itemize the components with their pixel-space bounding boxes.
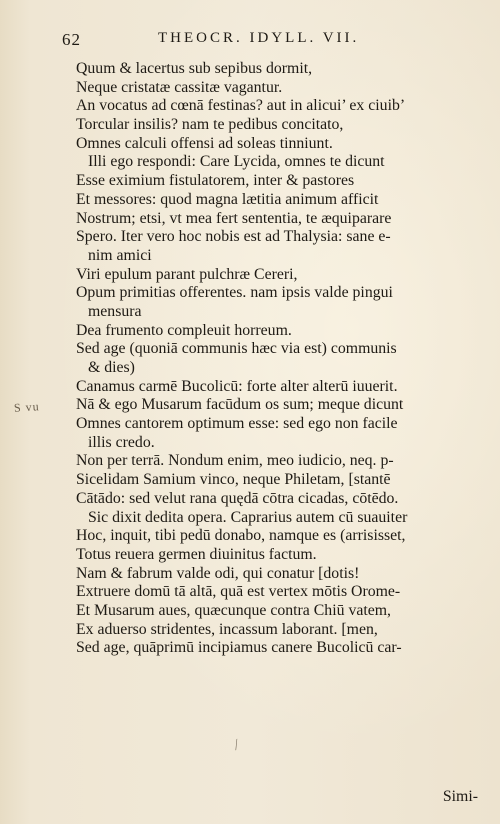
text-line: illis credo.: [88, 433, 155, 451]
text-line: Esse eximium fistulatorem, inter & pastores: [76, 172, 355, 190]
running-title: THEOCR. IDYLL. VII.: [158, 30, 360, 46]
text-line: Quum & lacertus sub sepibus dormit,: [76, 60, 313, 77]
text-line: Cātādo: sed velut rana quędā cōtra cicadas, cōtēdo.: [76, 489, 399, 507]
text-line: An vocatus ad cœnā festinas? aut in alicui’ ex ciuib’: [76, 97, 406, 115]
page-number: 62: [62, 30, 81, 49]
text-line: Non per terrā. Nondum enim, meo iudicio, neq. p-: [76, 452, 394, 470]
text-line: Extruere domū tā altā, quā est vertex mōtis Orome-: [76, 583, 401, 601]
ink-mark: ∕: [232, 738, 242, 753]
text-line: Et Musarum aues, quæcunque contra Chiū vatem,: [76, 601, 391, 619]
text-line: Torcular insilis? nam te pedibus concitato,: [76, 116, 344, 134]
text-line: Sed age (quoniā communis hæc via est) communis: [76, 340, 397, 358]
text-line: Totus reuera germen diuinitus factum.: [76, 545, 317, 563]
page-header: [62, 30, 442, 52]
text-line: Et messores: quod magna lætitia animum afficit: [76, 190, 379, 208]
text-line: Nostrum; etsi, vt mea fert sententia, te æquiparare: [76, 209, 392, 227]
text-line: Dea frumento compleuit horreum.: [76, 321, 292, 339]
text-line: Neque cristatæ cassitæ vagantur.: [76, 78, 283, 96]
text-line: nim amici: [88, 246, 152, 264]
text-line: Canamus carmē Bucolicū: forte alter alterū iuuerit.: [76, 377, 398, 395]
text-line: Nam & fabrum valde odi, qui conatur [dotis!: [76, 564, 360, 582]
margin-annotation: S vu: [13, 399, 41, 415]
text-line: Omnes cantorem optimum esse: sed ego non facile: [76, 415, 398, 433]
text-line: Opum primitias offerentes. nam ipsis valde pingui: [76, 284, 393, 302]
text-line: Illi ego respondi: Care Lycida, omnes te dicunt: [88, 153, 385, 171]
text-line: Spero. Iter vero hoc nobis est ad Thalysia: sane e-: [76, 228, 391, 246]
text-line: Nā & ego Musarum facūdum os sum; meque dicunt: [76, 396, 404, 414]
text-line: mensura: [88, 302, 142, 320]
text-line: Hoc, inquit, tibi pedū donabo, namque es (arrisisset,: [76, 527, 406, 545]
catchword: Simi-: [442, 788, 478, 805]
text-line: Omnes calculi offensi ad soleas tinniunt.: [76, 134, 333, 152]
text-block: [62, 60, 480, 658]
text-line: Sicelidam Samium vinco, neque Philetam, [stantē: [76, 471, 391, 489]
text-line: & dies): [88, 359, 135, 376]
text-line: Ex aduerso stridentes, incassum laborant. [men,: [76, 620, 378, 638]
text-line: Sic dixit dedita opera. Caprarius autem cū suauiter: [88, 508, 408, 526]
text-line: Sed age, quāprimū incipiamus canere Bucolicū car-: [76, 639, 402, 657]
text-line: Viri epulum parant pulchræ Cereri,: [76, 265, 298, 283]
